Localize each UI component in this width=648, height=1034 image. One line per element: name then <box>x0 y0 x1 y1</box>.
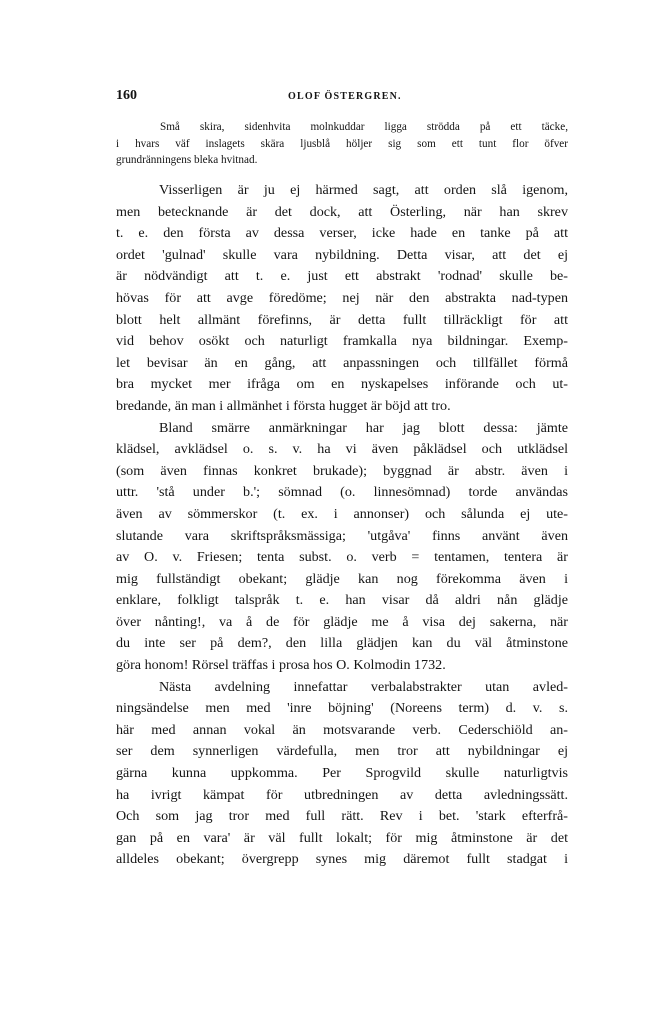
text-line: Och som jag tror med full rätt. Rev i bet. 'stark efterfrå- <box>116 808 568 825</box>
text-line: t. e. den första av dessa verser, icke hade en tanke på att <box>116 225 568 242</box>
quote-line: Små skira, sidenhvita molnkuddar ligga strödda på ett täcke, <box>160 121 568 133</box>
text-line: blott helt allmänt förefinns, är detta fullt tillräckligt för att <box>116 311 568 328</box>
text-line: (som även finnas konkret brukade); byggnad är abstr. även i <box>116 462 568 479</box>
quote-line: i hvars väf inslagets skära ljusblå höljer sig som ett tunt flor öfver <box>116 137 568 150</box>
text-line: du inte ser på dem?, den lilla glädjen kan du väl åtminstone <box>116 635 568 652</box>
text-line: ha ivrigt kämpat för utbredningen av detta avledningssätt. <box>116 786 568 803</box>
quote-line: grundränningens bleka hvitnad. <box>116 154 258 166</box>
text-line: ordet 'gulnad' skulle vara nybildning. Detta visar, att det ej <box>116 246 568 263</box>
text-line: slutande vara skriftspråksmässiga; 'utgåva' finns använt även <box>116 527 568 544</box>
text-line: uttr. 'stå under b.'; sömnad (o. linnesömnad) torde användas <box>116 484 568 501</box>
text-line: men betecknande är det dock, att Österling, när han skrev <box>116 203 568 220</box>
text-line: är nödvändigt att t. e. just ett abstrakt 'rodnad' skulle be- <box>116 268 568 285</box>
text-line: ser dem synnerligen värdefulla, men tror att nybildningar ej <box>116 743 568 760</box>
page-number: 160 <box>116 88 137 103</box>
text-line: ningsändelse men med 'inre böjning' (Noreens term) d. v. s. <box>116 700 568 717</box>
text-line: enklare, folkligt talspråk t. e. han visar då aldri nån glädje <box>116 592 568 609</box>
text-line: över nånting!, va å de för glädje me å visa dej sakerna, när <box>116 613 568 630</box>
body-text <box>116 180 568 871</box>
text-line: av O. v. Friesen; tenta subst. o. verb = tentamen, tentera är <box>116 549 568 566</box>
text-line: alldeles obekant; övergrepp synes mig däremot fullt stadgat i <box>116 851 568 868</box>
text-line: även av sömmerskor (t. ex. i annonser) och sålunda ej ute- <box>116 505 568 522</box>
text-line: Visserligen är ju ej härmed sagt, att orden slå igenom, <box>159 182 568 198</box>
text-line: gan på en vara' är väl fullt lokalt; för mig åtminstone är det <box>116 829 568 846</box>
text-line: gärna kunna uppkomma. Per Sprogvild skulle naturligtvis <box>116 765 568 782</box>
text-line: klädsel, avklädsel o. s. v. ha vi även påklädsel och utklädsel <box>116 441 568 458</box>
text-line: bra mycket mer ifråga om en nyskapelses införande och ut- <box>116 376 568 393</box>
text-line: let bevisar än en gång, att anpassningen och tillfället förmå <box>116 354 568 371</box>
text-line: Nästa avdelning innefattar verbalabstrakter utan avled- <box>159 678 568 695</box>
text-line: hövas för att avge föredöme; nej när den abstrakta nad-typen <box>116 289 568 306</box>
text-line: här med annan vokal än motsvarande verb. Cederschiöld an- <box>116 721 568 738</box>
block-quote <box>116 119 568 169</box>
page-header <box>116 88 568 108</box>
text-line: mig fullständigt obekant; glädje kan nog förekomma även i <box>116 570 568 587</box>
text-line: vid behov osökt och naturligt framkalla nya bildningar. Exemp- <box>116 333 568 350</box>
text-line: Bland smärre anmärkningar har jag blott dessa: jämte <box>159 419 568 436</box>
text-line: bredande, än man i allmänhet i första hugget är böjd att tro. <box>116 397 451 414</box>
text-line: göra honom! Rörsel träffas i prosa hos O. Kolmodin 1732. <box>116 657 446 674</box>
running-head: OLOF ÖSTERGREN. <box>288 91 402 102</box>
